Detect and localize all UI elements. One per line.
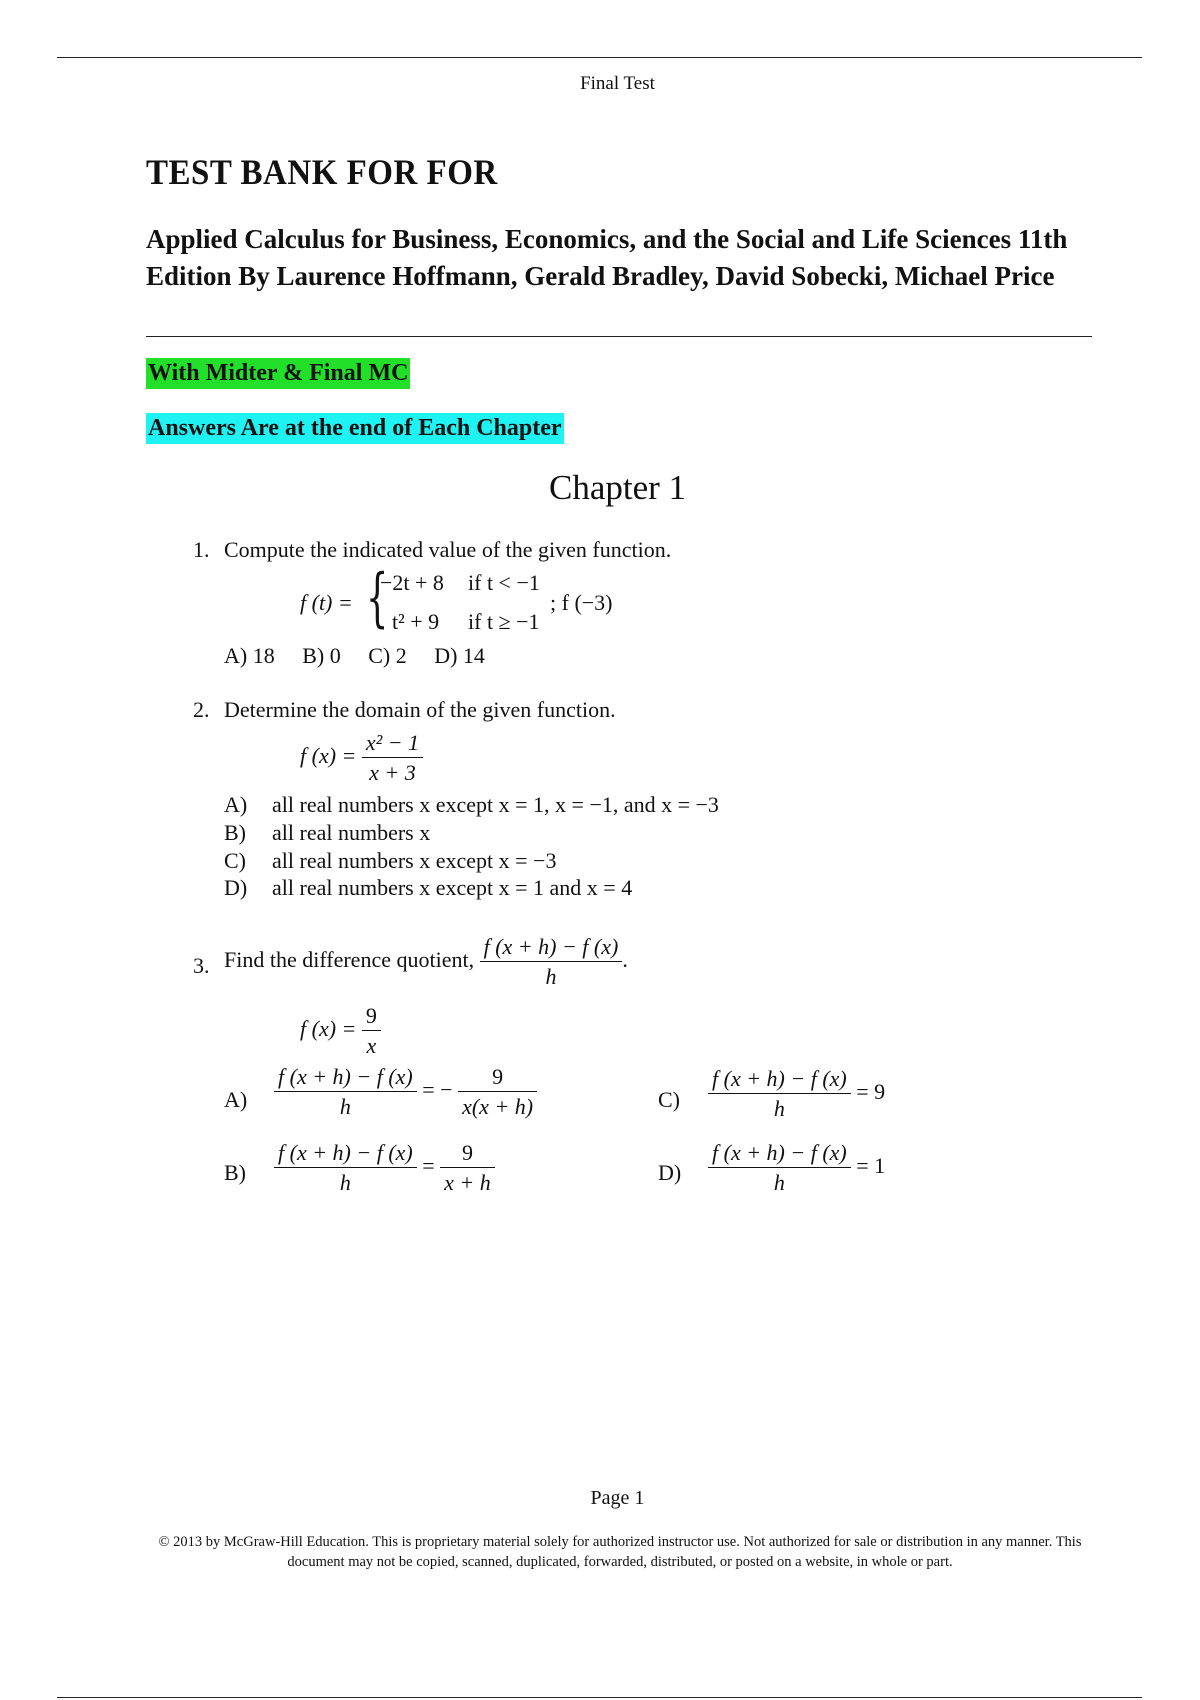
running-header: Final Test (580, 73, 655, 94)
rhs-text: = 1 (856, 1152, 886, 1178)
function-fraction (362, 730, 423, 786)
question-3-function (300, 1003, 381, 1059)
question-1-answers (224, 643, 507, 669)
answer-option[interactable]: D) 14 (434, 643, 485, 668)
option-letter: D) (658, 1160, 682, 1185)
dq-fraction (708, 1066, 851, 1122)
midterm-badge: With Midter & Final MC (146, 358, 410, 389)
fraction-bar (274, 1091, 417, 1092)
title-divider (146, 336, 1092, 337)
function-lhs: f (x) = (300, 742, 357, 768)
book-title: Applied Calculus for Business, Economics, and the Social and Life Sciences 11th Edition By Laurence Hoffmann, Gerald Bradley, David Sobecki, Michael Price (146, 224, 1068, 291)
copyright-notice: © 2013 by McGraw-Hill Education. This is proprietary material solely for authorized instructor use. Not authorized for sale or distribution in any manner. This document may not be copied, scanned, duplicated, forwarded, distributed, or posted on a website, in whole or part. (158, 1534, 1082, 1570)
question-1-prompt: Compute the indicated value of the given function. (224, 537, 672, 562)
difference-quotient (480, 934, 623, 990)
dq-denominator: h (773, 1096, 785, 1122)
answer-option[interactable]: B) 0 (302, 643, 341, 668)
option-letter: D) (224, 875, 248, 900)
rhs-prefix: = (422, 1152, 435, 1178)
dq-fraction (708, 1140, 851, 1196)
numerator: 9 (365, 1003, 377, 1028)
fraction-bar (362, 757, 423, 758)
piece-1-expr: −2t + 8 (380, 570, 444, 595)
dq-denominator: h (339, 1094, 351, 1120)
question-3-number: 3. (193, 953, 210, 978)
bottom-rule (57, 1697, 1142, 1698)
answer-option[interactable]: A) 18 (224, 643, 275, 668)
option-letter: A) (224, 792, 248, 817)
dq-denominator: h (773, 1170, 785, 1196)
rhs-numerator: 9 (461, 1140, 473, 1165)
piece-1-cond: if t < −1 (468, 570, 540, 595)
fraction-bar (458, 1091, 537, 1092)
rhs-text: = 9 (856, 1078, 886, 1104)
test-bank-title: TEST BANK FOR FOR (146, 154, 498, 193)
fraction-bar (480, 961, 623, 962)
fraction-bar (440, 1167, 495, 1168)
chapter-title: Chapter 1 (548, 468, 687, 507)
option-letter: C) (658, 1087, 680, 1112)
function-fraction (362, 1003, 381, 1059)
question-3-prompt: Find the difference quotient, (224, 946, 475, 972)
option-text[interactable]: all real numbers x (272, 820, 431, 845)
option-letter: A) (224, 1087, 248, 1112)
question-2-number: 2. (193, 697, 210, 722)
question-2-prompt: Determine the domain of the given function. (224, 697, 616, 722)
dq-fraction (274, 1064, 417, 1120)
dq-denominator: h (339, 1170, 351, 1196)
rhs-fraction (458, 1064, 537, 1120)
option-text[interactable]: all real numbers x except x = 1, x = −1, and x = −3 (272, 792, 719, 817)
denominator: x (366, 1033, 377, 1059)
answer-option[interactable]: C) 2 (368, 643, 407, 668)
denominator: x + 3 (369, 760, 416, 786)
numerator: x² − 1 (365, 730, 420, 755)
piece-2-expr: t² + 9 (392, 609, 440, 634)
dq-denominator: h (545, 964, 557, 990)
option-text[interactable]: all real numbers x except x = −3 (272, 848, 557, 873)
question-1-number: 1. (193, 537, 210, 562)
question-2-function (300, 730, 423, 786)
piecewise-brace: { (366, 561, 389, 635)
dq-numerator: f (x + h) − f (x) (278, 1064, 413, 1089)
page-number: Page 1 (590, 1487, 645, 1509)
dq-numerator: f (x + h) − f (x) (278, 1140, 413, 1165)
answers-badge: Answers Are at the end of Each Chapter (146, 413, 564, 444)
rhs-fraction (440, 1140, 495, 1196)
dq-numerator: f (x + h) − f (x) (483, 934, 619, 959)
rhs-numerator: 9 (492, 1064, 504, 1089)
dq-numerator: f (x + h) − f (x) (712, 1066, 847, 1091)
dq-fraction (274, 1140, 417, 1196)
option-b-expression[interactable] (274, 1140, 495, 1196)
question-1-function-lhs: f (t) = (300, 590, 353, 615)
rhs-denominator: x(x + h) (462, 1094, 534, 1120)
question-1-evaluate: ; f (−3) (550, 590, 613, 615)
fraction-bar (362, 1030, 381, 1031)
fraction-bar (708, 1167, 851, 1168)
piece-2-cond: if t ≥ −1 (468, 609, 540, 634)
option-letter: B) (224, 1160, 246, 1185)
fraction-bar (708, 1093, 851, 1094)
rhs-prefix: = − (422, 1076, 453, 1102)
function-lhs: f (x) = (300, 1015, 357, 1041)
option-c-expression[interactable] (708, 1066, 885, 1122)
question-3-prompt-line: Find the difference quotient, $\frac{f (x + h) - f (x)}{h}$ . (224, 934, 628, 990)
option-d-expression[interactable] (708, 1140, 885, 1196)
option-letter: C) (224, 848, 246, 873)
rhs-denominator: x + h (444, 1170, 491, 1196)
option-letter: B) (224, 820, 246, 845)
fraction-bar (274, 1167, 417, 1168)
top-rule (57, 57, 1142, 58)
option-a-expression[interactable] (274, 1064, 537, 1120)
dq-numerator: f (x + h) − f (x) (712, 1140, 847, 1165)
option-text[interactable]: all real numbers x except x = 1 and x = 4 (272, 875, 633, 900)
